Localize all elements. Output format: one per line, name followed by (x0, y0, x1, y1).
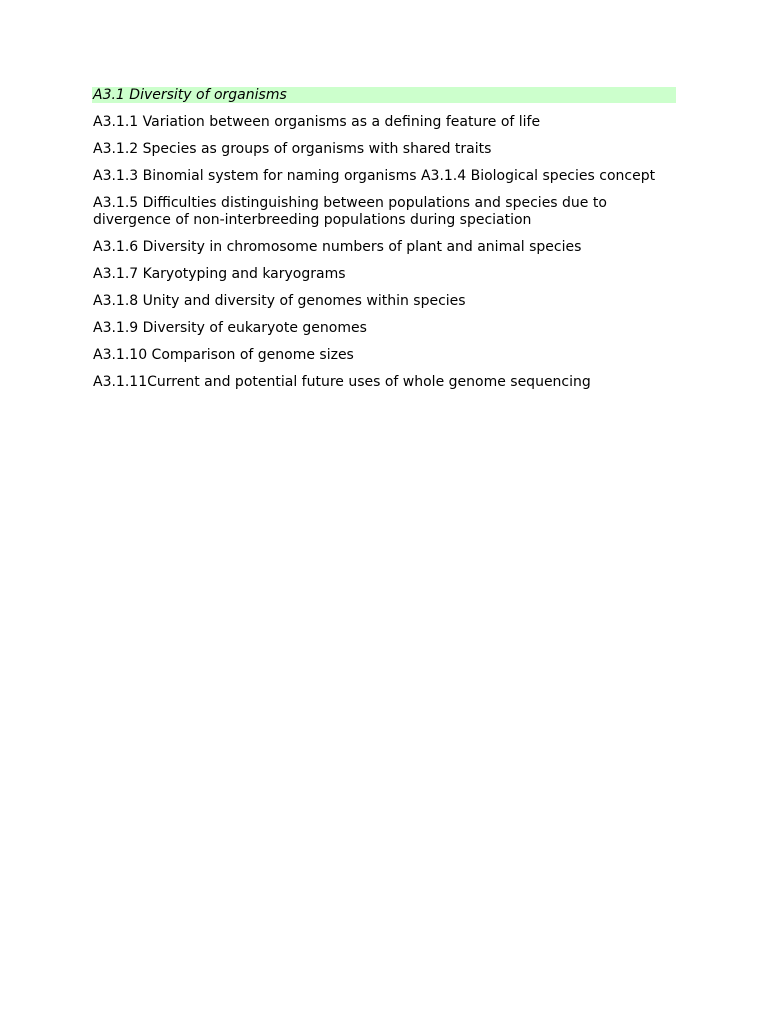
document-body (92, 87, 676, 401)
list-item-a3-1-11: A3.1.11Current and potential future uses of whole genome sequencing (93, 374, 591, 390)
list-item-a3-1-8: A3.1.8 Unity and diversity of genomes within species (93, 293, 466, 309)
section-heading: A3.1 Diversity of organisms (92, 87, 676, 103)
list-item-a3-1-2: A3.1.2 Species as groups of organisms with shared traits (93, 141, 492, 157)
list-item-a3-1-9: A3.1.9 Diversity of eukaryote genomes (93, 320, 367, 336)
list-item-a3-1-6: A3.1.6 Diversity in chromosome numbers of plant and animal species (93, 239, 582, 255)
list-item-a3-1-1: A3.1.1 Variation between organisms as a defining feature of life (93, 114, 541, 130)
list-item-a3-1-3: A3.1.3 Binomial system for naming organisms A3.1.4 Biological species concept (93, 168, 656, 184)
list-item-a3-1-5: A3.1.5 Difficulties distinguishing between populations and species due to divergence of non-interbreeding populations during speciation (93, 195, 607, 228)
list-item-a3-1-7: A3.1.7 Karyotyping and karyograms (93, 266, 346, 282)
list-item-a3-1-10: A3.1.10 Comparison of genome sizes (93, 347, 354, 363)
